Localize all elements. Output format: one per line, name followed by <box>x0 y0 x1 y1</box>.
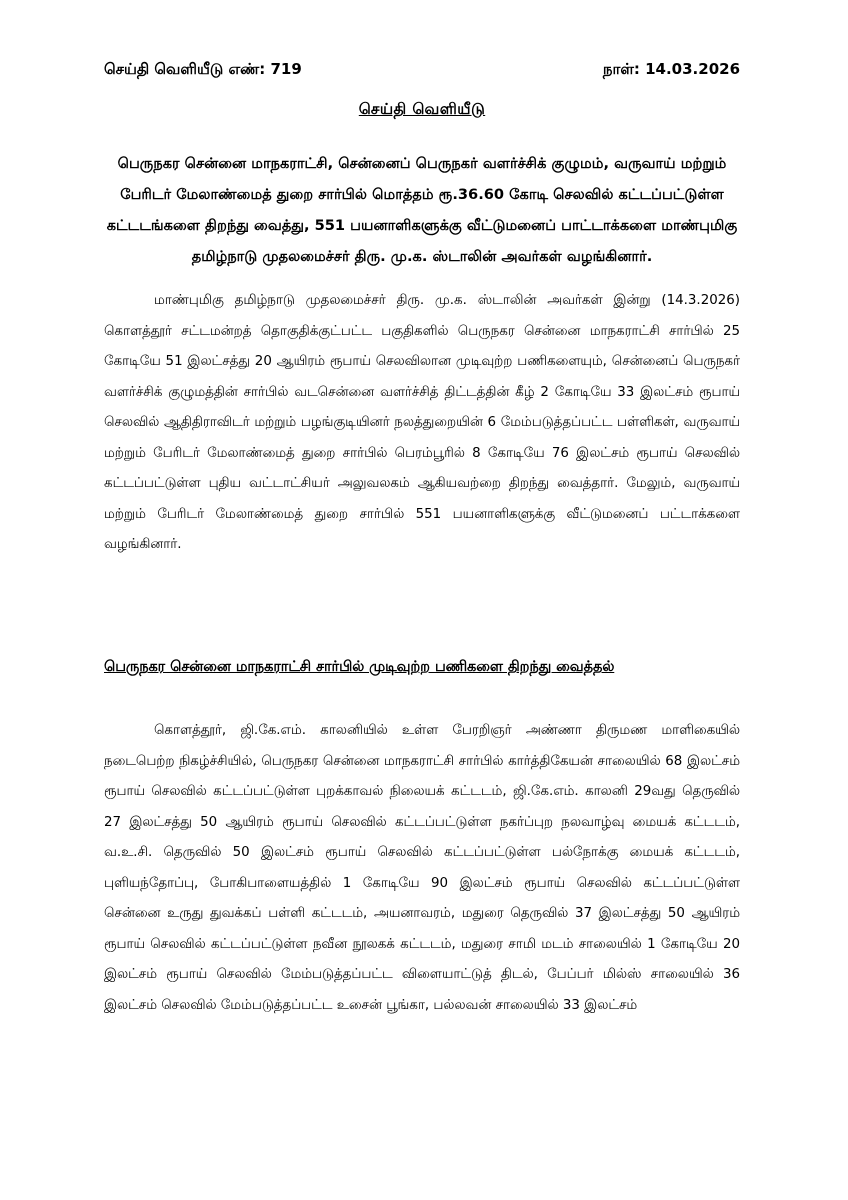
release-date: நாள்: 14.03.2026 <box>602 60 740 78</box>
section-heading: பெருநகர சென்னை மாநகராட்சி சார்பில் முடிவுற்ற பணிகளை திறந்து வைத்தல் <box>104 659 615 675</box>
header-row <box>104 60 740 86</box>
document-heading: செய்தி வெளியீடு <box>358 100 486 118</box>
release-number: செய்தி வெளியீடு எண்: 719 <box>104 60 302 78</box>
summary-paragraph: பெருநகர சென்னை மாநகராட்சி, சென்னைப் பெருநகர் வளர்ச்சிக் குழுமம், வருவாய் மற்றும் பேரிடர் மேலாண்மைத் துறை சார்பில் மொத்தம் ரூ.36.60 கோடி செலவில் கட்டப்பட்டுள்ள கட்டடங்களை திறந்து வைத்து, 551 பயனாளிகளுக்கு வீட்டுமனைப் பாட்டாக்களை மாண்புமிகு தமிழ்நாடு முதலமைச்சர் திரு. மு.க. ஸ்டாலின் அவர்கள் வழங்கினார். <box>106 155 738 265</box>
body-paragraph-1: மாண்புமிகு தமிழ்நாடு முதலமைச்சர் திரு. மு.க. ஸ்டாலின் அவர்கள் இன்று (14.3.2026) கொளத்தூர் சட்டமன்றத் தொகுதிக்குட்பட்ட பகுதிகளில் பெருநகர சென்னை மாநகராட்சி சார்பில் 25 கோடியே 51 இலட்சத்து 20 ஆயிரம் ரூபாய் செலவிலான முடிவுற்ற பணிகளையும், சென்னைப் பெருநகர் வளர்ச்சிக் குழுமத்தின் சார்பில் வடசென்னை வளர்ச்சித் திட்டத்தின் கீழ் 2 கோடியே 33 இலட்சம் ரூபாய் செலவில் ஆதிதிராவிடர் மற்றும் பழங்குடியினர் நலத்துறையின் 6 மேம்படுத்தப்பட்ட பள்ளிகள், வருவாய் மற்றும் பேரிடர் மேலாண்மைத் துறை சார்பில் பெரம்பூரில் 8 கோடியே 76 இலட்சம் ரூபாய் செலவில் கட்டப்பட்டுள்ள புதிய வட்டாட்சியர் அலுவலகம் ஆகியவற்றை திறந்து வைத்தார். மேலும், வருவாய் மற்றும் பேரிடர் மேலாண்மைத் துறை சார்பில் 551 பயனாளிகளுக்கு வீட்டுமனைப் பட்டாக்களை வழங்கினார். <box>104 293 740 552</box>
body-paragraph-2: கொளத்தூர், ஜி.கே.எம். காலனியில் உள்ள பேரறிஞர் அண்ணா திருமண மாளிகையில் நடைபெற்ற நிகழ்ச்சியில், பெருநகர சென்னை மாநகராட்சி சார்பில் கார்த்திகேயன் சாலையில் 68 இலட்சம் ரூபாய் செலவில் கட்டப்பட்டுள்ள புறக்காவல் நிலையக் கட்டடம், ஜி.கே.எம். காலனி 29வது தெருவில் 27 இலட்சத்து 50 ஆயிரம் ரூபாய் செலவில் கட்டப்பட்டுள்ள நகர்ப்புற நலவாழ்வு மையக் கட்டடம், வ.உ.சி. தெருவில் 50 இலட்சம் ரூபாய் செலவில் கட்டப்பட்டுள்ள பல்நோக்கு மையக் கட்டடம், புளியந்தோப்பு, போகிபாளையத்தில் 1 கோடியே 90 இலட்சம் ரூபாய் செலவில் கட்டப்பட்டுள்ள சென்னை உருது துவக்கப் பள்ளி கட்டடம், அயனாவரம், மதுரை தெருவில் 37 இலட்சத்து 50 ஆயிரம் ரூபாய் செலவில் கட்டப்பட்டுள்ள நவீன நூலகக் கட்டடம், மதுரை சாமி மடம் சாலையில் 1 கோடியே 20 இலட்சம் ரூபாய் செலவில் மேம்படுத்தப்பட்ட விளையாட்டுத் திடல், பேப்பர் மில்ஸ் சாலையில் 36 இலட்சம் செலவில் மேம்படுத்தப்பட்ட உசைன் பூங்கா, பல்லவன் சாலையில் 33 இலட்சம் <box>104 723 740 1013</box>
